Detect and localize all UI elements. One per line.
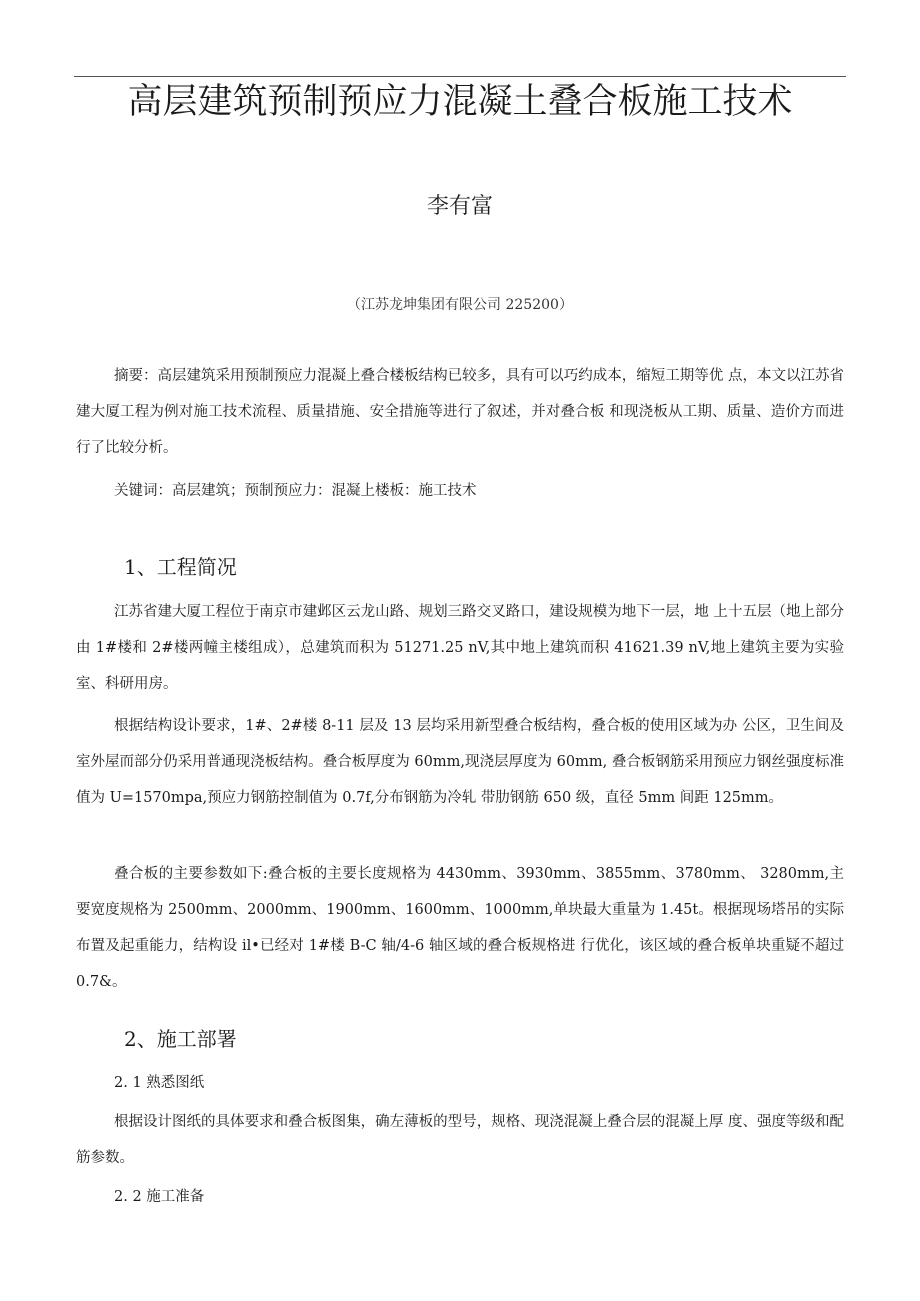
abstract-paragraph: 摘要：高层建筑采用预制预应力混凝上叠合楼板结构已较多，具有可以巧约成本，缩短工期等优 点，本文以江苏省建大厦工程为例对施工技术流程、质量措施、安全措施等进行了叙述，并对叠合板 和现浇板从工期、质量、造价方而进行了比较分析。 — [76, 368, 844, 456]
subsection-2-1-paragraph: 根据设计图纸的具体要求和叠合板图集，确左薄板的型号，规格、现浇混凝上叠合层的混凝上厚 度、强度等级和配筋参数。 — [76, 1114, 844, 1166]
paper-title: 高层建筑预制预应力混凝土叠合板施工技术 — [127, 82, 793, 122]
section-1-paragraph-1: 江苏省建大厦工程位于南京市建邺区云龙山路、规划三路交叉路口，建设规模为地下一层，地 上十五层（地上部分由 1#楼和 2#楼两幢主楼组成），总建筑而积为 51271.25 nV,其中地上建筑而积 41621.39 nV,地上建筑主要为实验室、科研用房。 — [76, 604, 844, 692]
header-rule — [74, 76, 846, 77]
section-heading-1: 1、工程简况 — [124, 555, 237, 579]
section-1-paragraph-3: 叠合板的主要参数如下:叠合板的主要长度规格为 4430mm、3930mm、3855mm、3780mm、 3280mm,主要宽度规格为 2500mm、2000mm、1900mm、1600mm、1000mm,单块最大重量为 1.45t。根据现场塔吊的实际布置及起重能力，结构设 il•已经对 1#楼 B-C 轴/4-6 轴区域的叠合板规格进 行优化，该区域的叠合板单块重疑不超过 0.7&。 — [76, 866, 844, 990]
subsection-heading-2-1: 2. 1 熟悉图纸 — [114, 1075, 205, 1091]
section-1-paragraph-2: 根据结构设讣要求，1#、2#楼 8-11 层及 13 层均采用新型叠合板结构，叠合板的使用区域为办 公区，卫生间及室外屋而部分仍采用普通现浇板结构。叠合板厚度为 60mm,现浇层厚度为 60mm, 叠合板钢筋采用预应力钢丝强度标准值为 U=1570mpa,预应力钢筋控制值为 0.7f,分布钢筋为冷轧 带肋钢筋 650 级，直径 5mm 间距 125mm。 — [76, 718, 844, 806]
author-name: 李有富 — [426, 194, 493, 219]
author-affiliation: （江苏龙坤集团有限公司 225200） — [347, 297, 573, 313]
subsection-heading-2-2: 2. 2 施工准备 — [114, 1189, 205, 1205]
keywords-line: 关键词：高层建筑；预制预应力：混凝上楼板：施工技术 — [114, 483, 477, 499]
section-heading-2: 2、施工部署 — [124, 1027, 237, 1051]
